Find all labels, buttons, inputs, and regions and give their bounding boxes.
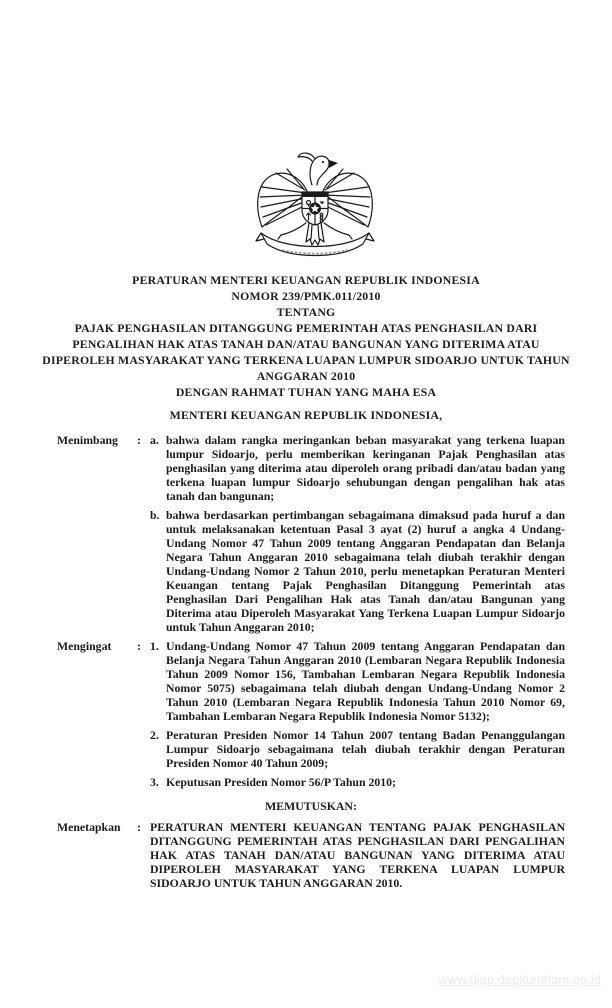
colon-separator: :: [137, 820, 141, 834]
menetapkan-section: [57, 820, 565, 890]
menimbang-label: Menimbang: [57, 433, 118, 447]
menimbang-items: [150, 433, 565, 634]
title-line-subject-4: ANGGARAN 2010: [256, 369, 356, 383]
mengingat-label: Mengingat: [57, 639, 112, 653]
watermark-url[interactable]: www.djpp.depkumham.go.id: [438, 972, 601, 987]
mengingat-item-2: [150, 728, 565, 770]
memutuskan-heading: MEMUTUSKAN:: [265, 799, 357, 813]
item-text: Peraturan Presiden Nomor 14 Tahun 2007 tentang Badan Penanggulangan Lumpur Sidoarjo sebagaimana telah diubah terakhir dengan Peraturan Presiden Nomor 40 Tahun 2009;: [166, 728, 565, 770]
menimbang-item-a: [150, 433, 565, 503]
item-marker: 2.: [150, 728, 159, 742]
title-line-tentang: TENTANG: [276, 305, 336, 319]
title-line-regulation: PERATURAN MENTERI KEUANGAN REPUBLIK INDONESIA: [132, 273, 480, 287]
menimbang-item-b: [150, 508, 565, 634]
mengingat-items: [150, 639, 565, 789]
mengingat-item-3: [150, 775, 565, 789]
menetapkan-text: PERATURAN MENTERI KEUANGAN TENTANG PAJAK PENGHASILAN DITANGGUNG PEMERINTAH ATAS PENGHASILAN DARI PENGALIHAN HAK ATAS TANAH DAN/ATAU BANGUNAN YANG DITERIMA ATAU DIPEROLEH MASYARAKAT YANG TERKENA LUAPAN LUMPUR SIDOARJO UNTUK TAHUN ANGGARAN 2010.: [150, 820, 565, 890]
invocation-line: DENGAN RAHMAT TUHAN YANG MAHA ESA: [175, 385, 437, 399]
colon-separator: :: [137, 433, 141, 447]
title-line-subject-2: PENGALIHAN HAK ATAS TANAH DAN/ATAU BANGUNAN YANG DITERIMA ATAU: [72, 337, 540, 351]
colon-separator: :: [137, 639, 141, 653]
title-line-number: NOMOR 239/PMK.011/2010: [231, 289, 381, 303]
ribbon-banner: [256, 233, 374, 256]
item-text: bahwa berdasarkan pertimbangan sebagaimana dimaksud pada huruf a dan untuk melaksanakan ketentuan Pasal 3 ayat (2) huruf a angka 4 Undang-Undang Nomor 47 Tahun 2009 tentang Anggaran Pendapatan dan Belanja Negara Tahun Anggaran 2010 sebagaimana telah diubah terakhir dengan Undang-Undang Nomor 2 Tahun 2010, perlu menetapkan Peraturan Menteri Keuangan tentang Pajak Penghasilan Ditanggung Pemerintah atas Penghasilan Dari Pengalihan Hak atas Tanah dan/atau Bangunan yang Diterima atau Diperoleh Masyarakat Yang Terkena Luapan Lumpur Sidoarjo untuk Tahun Anggaran 2010;: [166, 508, 565, 634]
menetapkan-label: Menetapkan: [57, 820, 121, 834]
item-text: Undang-Undang Nomor 47 Tahun 2009 tentang Anggaran Pendapatan dan Belanja Negara Tahun Anggaran 2010 (Lembaran Negara Republik Indonesia Tahun 2009 Nomor 156, Tambahan Lembaran Negara Republik Indonesia Nomor 5075) sebagaimana telah diubah dengan Undang-Undang Nomor 2 Tahun 2010 (Lembaran Negara Republik Indonesia Tahun 2010 Nomor 69, Tambahan Lembaran Negara Republik Indonesia Nomor 5132);: [166, 639, 565, 723]
garuda-head: [298, 153, 338, 185]
garuda-tail: [278, 223, 352, 245]
item-text: bahwa dalam rangka meringankan beban masyarakat yang terkena luapan lumpur Sidoarjo, perlu memberikan keringanan Pajak Penghasilan atas penghasilan yang diterima atau diperoleh orang pribadi dan/atau badan yang terkena luapan lumpur Sidoarjo sehubungan dengan pengalihan hak atas tanah dan bangunan;: [166, 433, 565, 503]
item-text: Keputusan Presiden Nomor 56/P Tahun 2010;: [166, 775, 396, 789]
item-marker: b.: [150, 508, 160, 522]
document-title: [0, 272, 612, 384]
authority-line: MENTERI KEUANGAN REPUBLIK INDONESIA,: [169, 408, 443, 422]
title-line-subject-3: DIPEROLEH MASYARAKAT YANG TERKENA LUAPAN LUMPUR SIDOARJO UNTUK TAHUN: [42, 353, 570, 367]
document-body: [57, 433, 565, 890]
garuda-pancasila-icon: [254, 149, 376, 259]
item-marker: a.: [150, 433, 159, 447]
title-line-subject-1: PAJAK PENGHASILAN DITANGGUNG PEMERINTAH ATAS PENGHASILAN DARI: [74, 321, 538, 335]
mengingat-item-1: [150, 639, 565, 723]
menimbang-section: [57, 433, 565, 634]
item-marker: 3.: [150, 775, 159, 789]
pancasila-shield: [302, 192, 328, 225]
mengingat-section: [57, 639, 565, 789]
item-marker: 1.: [150, 639, 159, 653]
garuda-pancasila-emblem: [254, 149, 376, 259]
